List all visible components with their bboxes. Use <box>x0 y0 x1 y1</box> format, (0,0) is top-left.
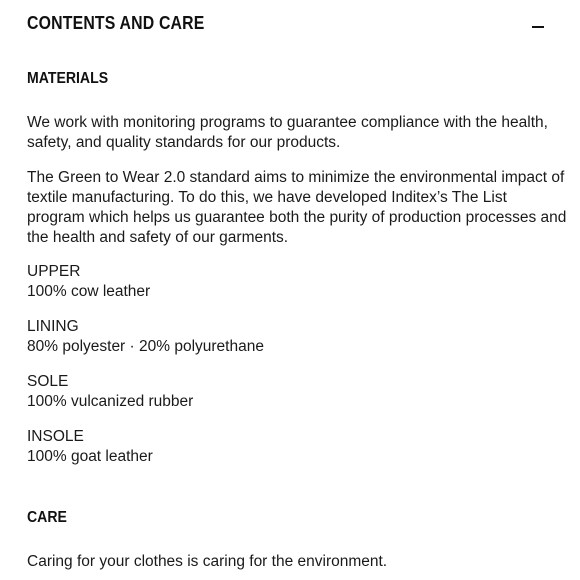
section-title: CONTENTS AND CARE <box>27 13 205 33</box>
materials-paragraph-green-to-wear: The Green to Wear 2.0 standard aims to minimize the environmental impact of textile manufacturing. To do this, we have developed Inditex’s The List program which helps us guarantee both the purity of production processes and the health and safety of our garments. <box>27 169 567 246</box>
component-insole-composition: 100% goat leather <box>27 448 153 465</box>
component-upper-composition: 100% cow leather <box>27 283 151 300</box>
component-sole-label: SOLE <box>27 373 69 390</box>
collapse-button[interactable] <box>529 15 547 35</box>
materials-heading: MATERIALS <box>27 70 109 87</box>
component-upper-label: UPPER <box>27 263 81 280</box>
contents-and-care-header[interactable] <box>27 13 547 39</box>
materials-paragraph-monitoring: We work with monitoring programs to guarantee compliance with the health, safety, and quality standards for our products. <box>27 114 548 151</box>
component-insole-label: INSOLE <box>27 428 84 445</box>
care-heading: CARE <box>27 509 67 526</box>
component-lining-label: LINING <box>27 318 79 335</box>
minus-icon <box>532 26 544 28</box>
component-lining-composition: 80% polyester · 20% polyurethane <box>27 338 264 355</box>
component-sole-composition: 100% vulcanized rubber <box>27 393 194 410</box>
care-paragraph: Caring for your clothes is caring for the environment. <box>27 553 388 570</box>
